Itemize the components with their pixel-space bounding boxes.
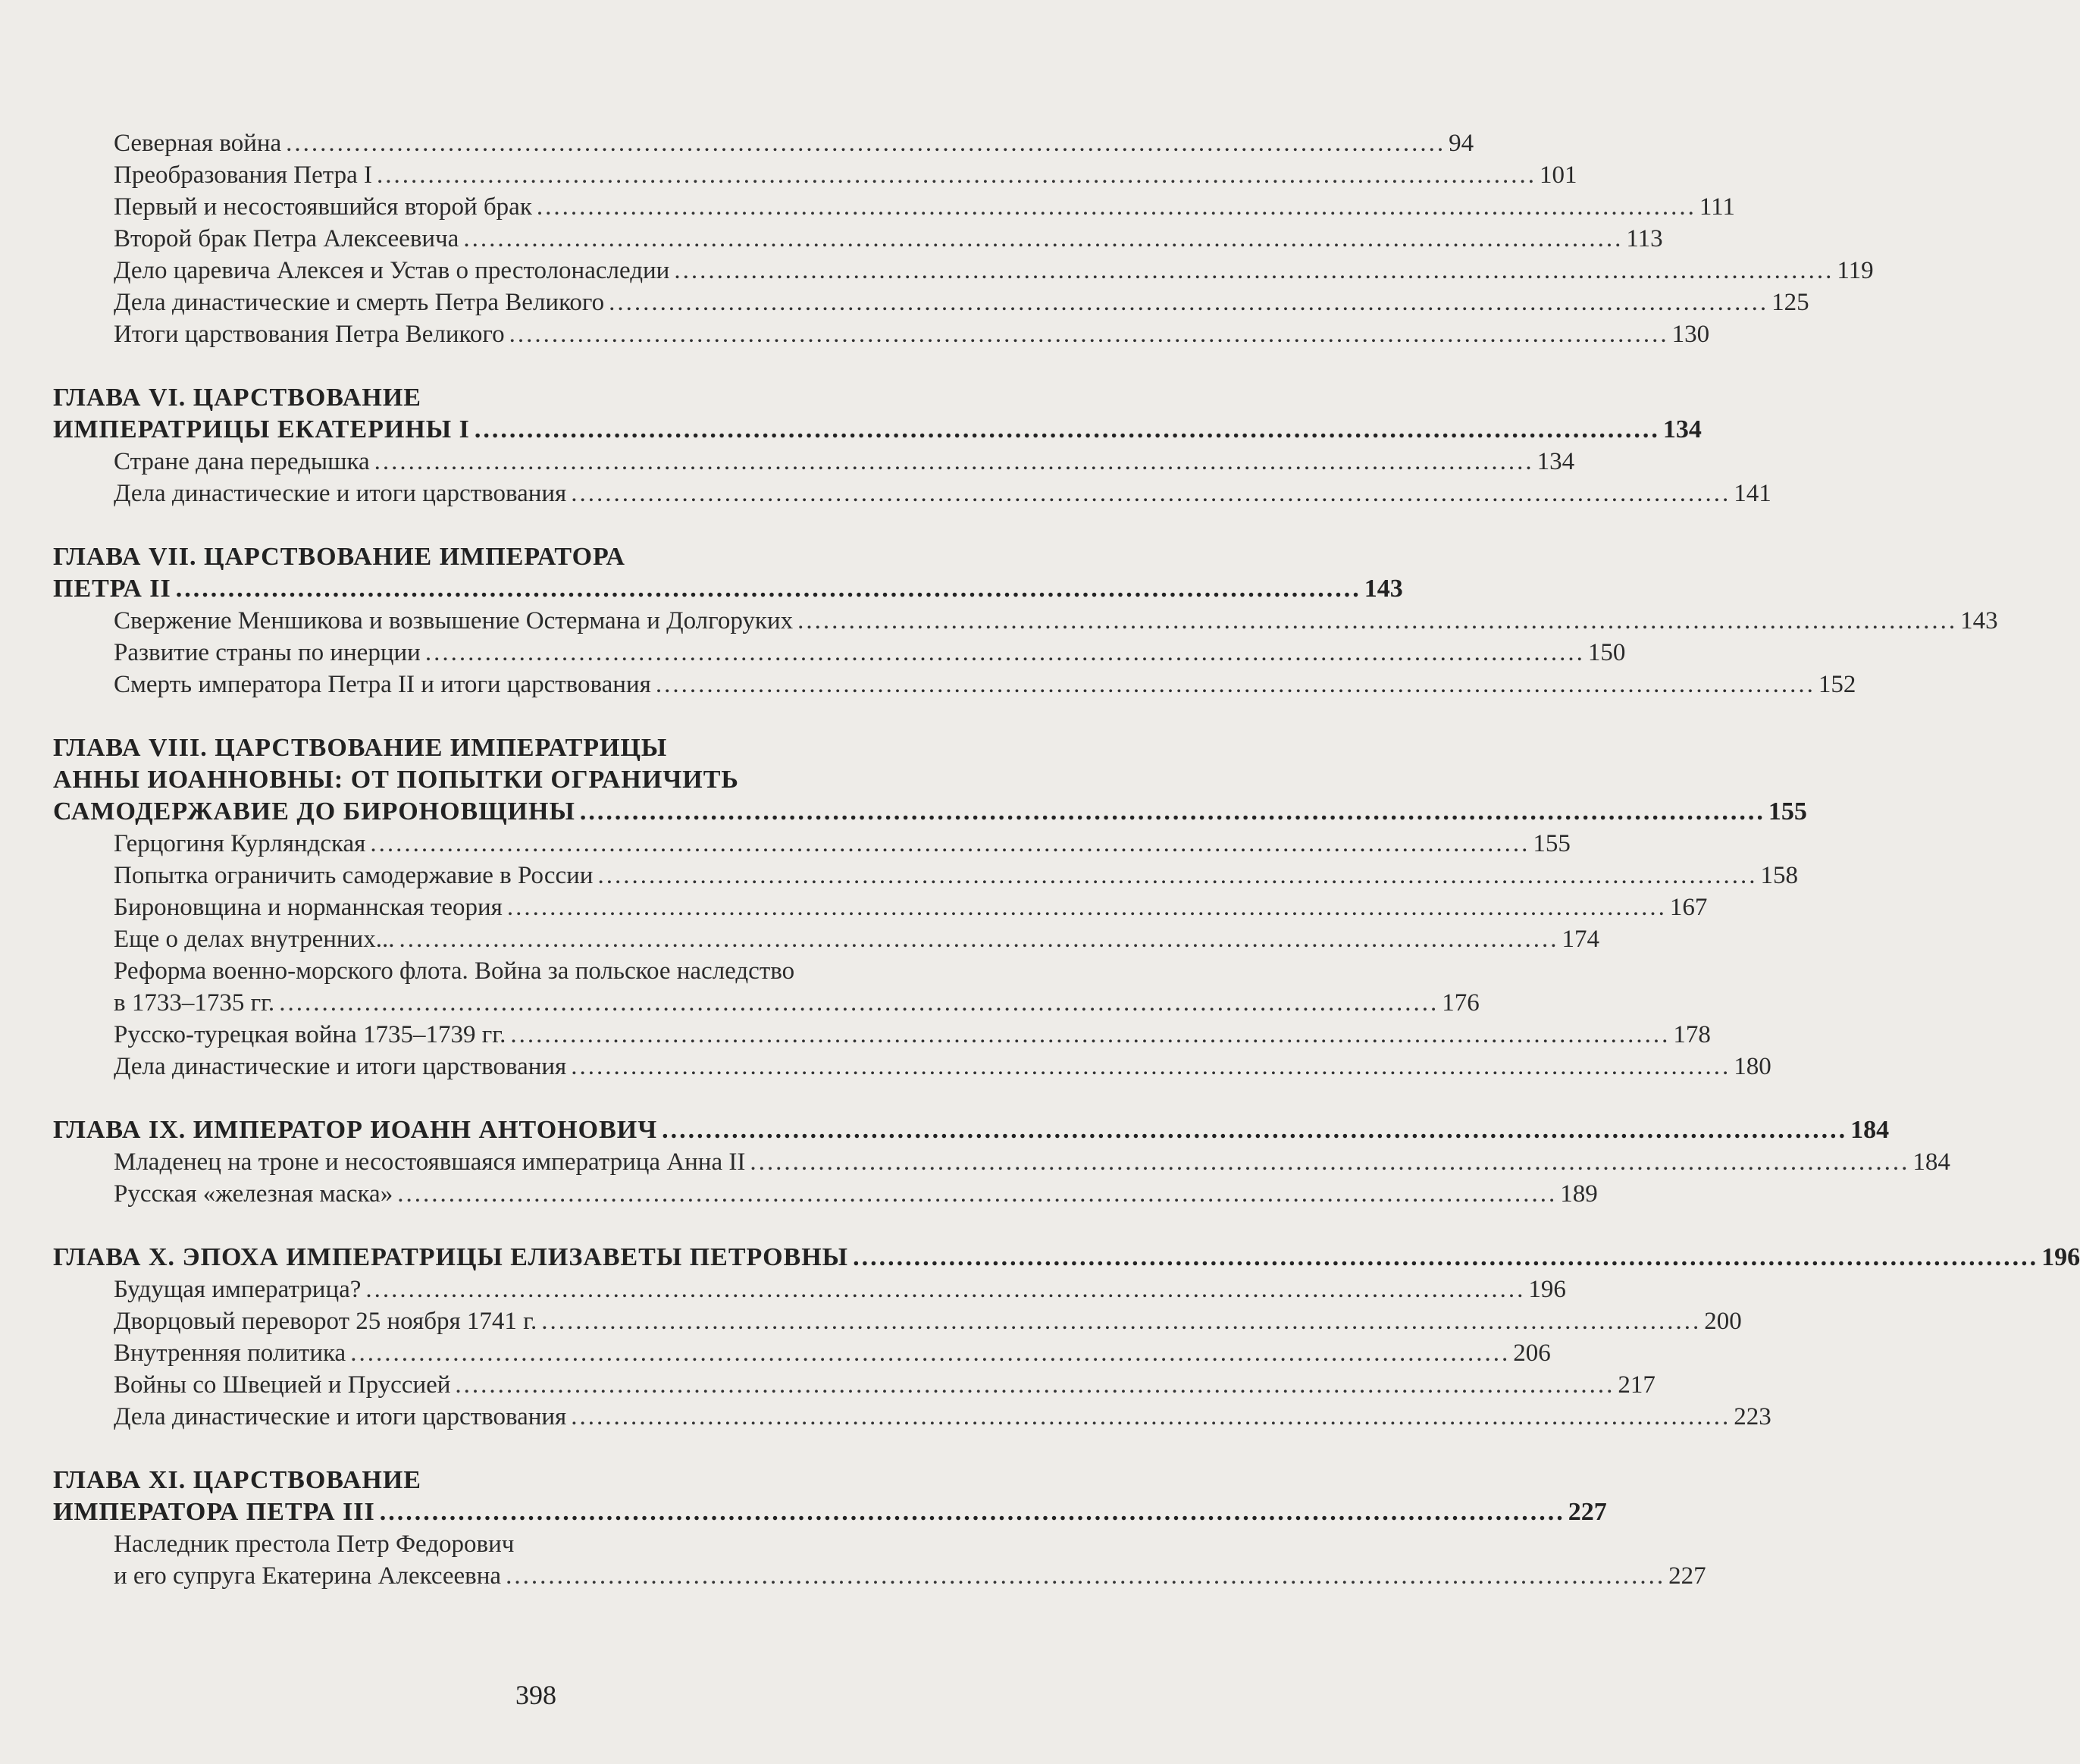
toc-entry-first-line: Наследник престола Петр Федорович [114,1531,515,1558]
chapter-title-line [53,1114,1890,1146]
leader-dots: ........................................................................................................................................ [506,1562,1666,1590]
toc-entry [53,828,1571,860]
entry-page: 206 [1513,1339,1551,1367]
toc-entry [53,605,1998,637]
toc-entry [53,860,1798,891]
leader-dots: ........................................................................................................................................ [365,1276,1526,1303]
leader-dots: ........................................................................................................................................ [579,797,1765,826]
chapter-title-line: АННЫ ИОАННОВНЫ: ОТ ПОПЫТКИ ОГРАНИЧИТЬ [53,766,739,794]
chapter-title: ГЛАВА IX. ИМПЕРАТОР ИОАНН АНТОНОВИЧ [53,1116,658,1144]
entry-page: 101 [1540,161,1577,189]
entry-title: Дворцовый переворот 25 ноября 1741 г. [114,1308,537,1335]
entry-page: 178 [1673,1021,1711,1048]
leader-dots: ........................................................................................................................................ [397,1180,1558,1208]
leader-dots: ........................................................................................................................................ [175,575,1361,603]
chapter-10 [53,1242,2080,1433]
entry-title: Бироновщина и норманнская теория [114,894,503,921]
entry-page: 227 [1668,1562,1706,1590]
leader-dots: ........................................................................................................................................ [379,1498,1565,1526]
entry-page: 196 [1528,1276,1566,1303]
chapter-title-line: ГЛАВА XI. ЦАРСТВОВАНИЕ [53,1466,421,1494]
entry-page: 174 [1562,926,1599,953]
toc-entry [53,1369,1656,1401]
leader-dots: ........................................................................................................................................ [455,1371,1615,1399]
chapter-page: 155 [1768,797,1807,826]
toc-entry [53,1178,1598,1210]
entry-title: Русско-турецкая война 1735–1739 гг. [114,1021,506,1048]
chapter-title-line: ГЛАВА VI. ЦАРСТВОВАНИЕ [53,384,421,412]
entry-page: 94 [1449,130,1474,157]
leader-dots: ........................................................................................................................................ [571,480,1731,507]
chapter-title: ИМПЕРАТРИЦЫ ЕКАТЕРИНЫ I [53,415,470,443]
chapter-page: 184 [1850,1116,1890,1144]
entry-page: 167 [1669,894,1708,921]
chapter-8 [53,732,1807,1083]
entry-page: 119 [1837,257,1874,284]
chapter-page: 134 [1662,415,1702,443]
toc-entry [53,1560,1706,1592]
chapter-9 [53,1114,1950,1210]
chapter-6 [53,382,1771,509]
leader-dots: ........................................................................................................................................ [374,448,1534,475]
entry-title: Второй брак Петра Алексеевича [114,225,459,252]
entry-title: Дело царевича Алексея и Устав о престолонаследии [114,257,670,284]
leader-dots: ........................................................................................................................................ [399,926,1559,953]
toc-entry [53,1401,1771,1433]
leader-dots: ........................................................................................................................................ [286,130,1446,157]
entry-page: 158 [1760,862,1798,889]
entry-title: Русская «железная маска» [114,1180,393,1208]
toc-entry [53,159,1577,191]
entry-page: 223 [1734,1403,1771,1430]
entry-title: Еще о делах внутренних... [114,926,395,953]
table-of-contents [53,127,2080,1592]
entry-title: Итоги царствования Петра Великого [114,321,505,348]
toc-entry [53,669,1856,700]
entry-title: Попытка ограничить самодержавие в России [114,862,594,889]
leader-dots: ........................................................................................................................................ [474,415,1660,443]
leader-dots: ........................................................................................................................................ [509,321,1669,348]
leader-dots: ........................................................................................................................................ [350,1339,1511,1367]
leader-dots: ........................................................................................................................................ [541,1308,1702,1335]
entry-title: Внутренняя политика [114,1339,346,1367]
entry-page: 152 [1818,671,1856,698]
leader-dots: ........................................................................................................................................ [506,894,1667,921]
entry-page: 180 [1734,1053,1771,1080]
chapter-11 [53,1465,1706,1592]
toc-entry [53,255,1874,287]
entry-title: Свержение Меншикова и возвышение Остермана и Долгоруких [114,607,794,634]
chapter-title-line [53,414,1702,446]
entry-title: Герцогиня Курляндская [114,830,366,857]
toc-entry [53,446,1575,478]
entry-page: 155 [1533,830,1571,857]
toc-entry [53,891,1708,923]
entry-title: Будущая императрица? [114,1276,362,1303]
toc-entry [53,191,1735,223]
chapter-title-line [53,1242,2080,1274]
toc-entry [53,478,1771,509]
chapter-title-line [53,573,1403,605]
entry-page: 217 [1618,1371,1656,1399]
leader-dots: ........................................................................................................................................ [536,193,1696,221]
entry-page: 200 [1704,1308,1742,1335]
leader-dots: ........................................................................................................................................ [797,607,1958,634]
entry-title: Войны со Швецией и Пруссией [114,1371,451,1399]
entry-title: Северная война [114,130,282,157]
toc-entry [53,1146,1950,1178]
entry-title: Первый и несостоявшийся второй брак [114,193,532,221]
entry-page: 189 [1560,1180,1598,1208]
entry-page: 113 [1626,225,1663,252]
leader-dots: ........................................................................................................................................ [370,830,1530,857]
entry-page: 141 [1734,480,1771,507]
entry-page: 176 [1442,989,1480,1017]
toc-entry [53,923,1599,955]
leader-dots: ........................................................................................................................................ [750,1148,1910,1176]
chapter-7 [53,541,1998,700]
entry-title: Дела династические и итоги царствования [114,1053,567,1080]
entry-title: Младенец на троне и несостоявшаяся императрица Анна II [114,1148,746,1176]
entry-page: 134 [1537,448,1575,475]
toc-entry [53,637,1626,669]
leader-dots: ........................................................................................................................................ [424,639,1585,666]
chapter-title: ГЛАВА X. ЭПОХА ИМПЕРАТРИЦЫ ЕЛИЗАВЕТЫ ПЕТРОВНЫ [53,1243,849,1271]
entry-title: Смерть императора Петра II и итоги царствования [114,671,651,698]
chapter-page: 196 [2041,1243,2080,1271]
chapter-title: ИМПЕРАТОРА ПЕТРА III [53,1498,375,1526]
leader-dots: ........................................................................................................................................ [609,289,1769,316]
entry-page: 111 [1699,193,1735,221]
entry-title: Дела династические и смерть Петра Великого [114,289,605,316]
chapter-title-line: ГЛАВА VII. ЦАРСТВОВАНИЕ ИМПЕРАТОРА [53,543,625,571]
chapter-title: САМОДЕРЖАВИЕ ДО БИРОНОВЩИНЫ [53,797,575,826]
leader-dots: ........................................................................................................................................ [279,989,1439,1017]
chapter-title-line [53,796,1807,828]
toc-entry [53,318,1710,350]
toc-entry [53,1051,1771,1083]
toc-entry [53,1274,1566,1305]
toc-entry [53,1305,1742,1337]
entry-title: Стране дана передышка [114,448,370,475]
toc-entry [53,287,1809,318]
leader-dots: ........................................................................................................................................ [674,257,1834,284]
leader-dots: ........................................................................................................................................ [571,1053,1731,1080]
chapter-title-line [53,1496,1607,1528]
entry-title: Дела династические и итоги царствования [114,480,567,507]
leader-dots: ........................................................................................................................................ [463,225,1624,252]
entry-title: и его супруга Екатерина Алексеевна [114,1562,502,1590]
page-number: 398 [515,1680,556,1710]
chapter-page: 143 [1364,575,1403,603]
leader-dots: ........................................................................................................................................ [510,1021,1671,1048]
leader-dots: ........................................................................................................................................ [853,1243,2039,1271]
leader-dots: ........................................................................................................................................ [597,862,1758,889]
toc-entry [53,987,1480,1019]
chapter-title: ПЕТРА II [53,575,171,603]
leader-dots: ........................................................................................................................................ [655,671,1815,698]
entry-page: 184 [1912,1148,1950,1176]
leader-dots: ........................................................................................................................................ [377,161,1537,189]
toc-entry [53,1337,1551,1369]
leader-dots: ........................................................................................................................................ [662,1116,1848,1144]
entry-title: Развитие страны по инерции [114,639,421,666]
entry-page: 125 [1771,289,1809,316]
toc-entry-first-line: Реформа военно-морского флота. Война за польское наследство [114,957,795,985]
toc-entry [53,127,1474,159]
chapter-title-line: ГЛАВА VIII. ЦАРСТВОВАНИЕ ИМПЕРАТРИЦЫ [53,734,668,762]
entry-page: 150 [1587,639,1626,666]
entry-page: 130 [1671,321,1710,348]
lead-section [53,127,1874,350]
entry-title: Дела династические и итоги царствования [114,1403,567,1430]
chapter-page: 227 [1568,1498,1607,1526]
leader-dots: ........................................................................................................................................ [571,1403,1731,1430]
toc-entry [53,223,1663,255]
entry-title: в 1733–1735 гг. [114,989,275,1017]
toc-entry [53,1019,1711,1051]
entry-title: Преобразования Петра I [114,161,372,189]
entry-page: 143 [1960,607,1998,634]
